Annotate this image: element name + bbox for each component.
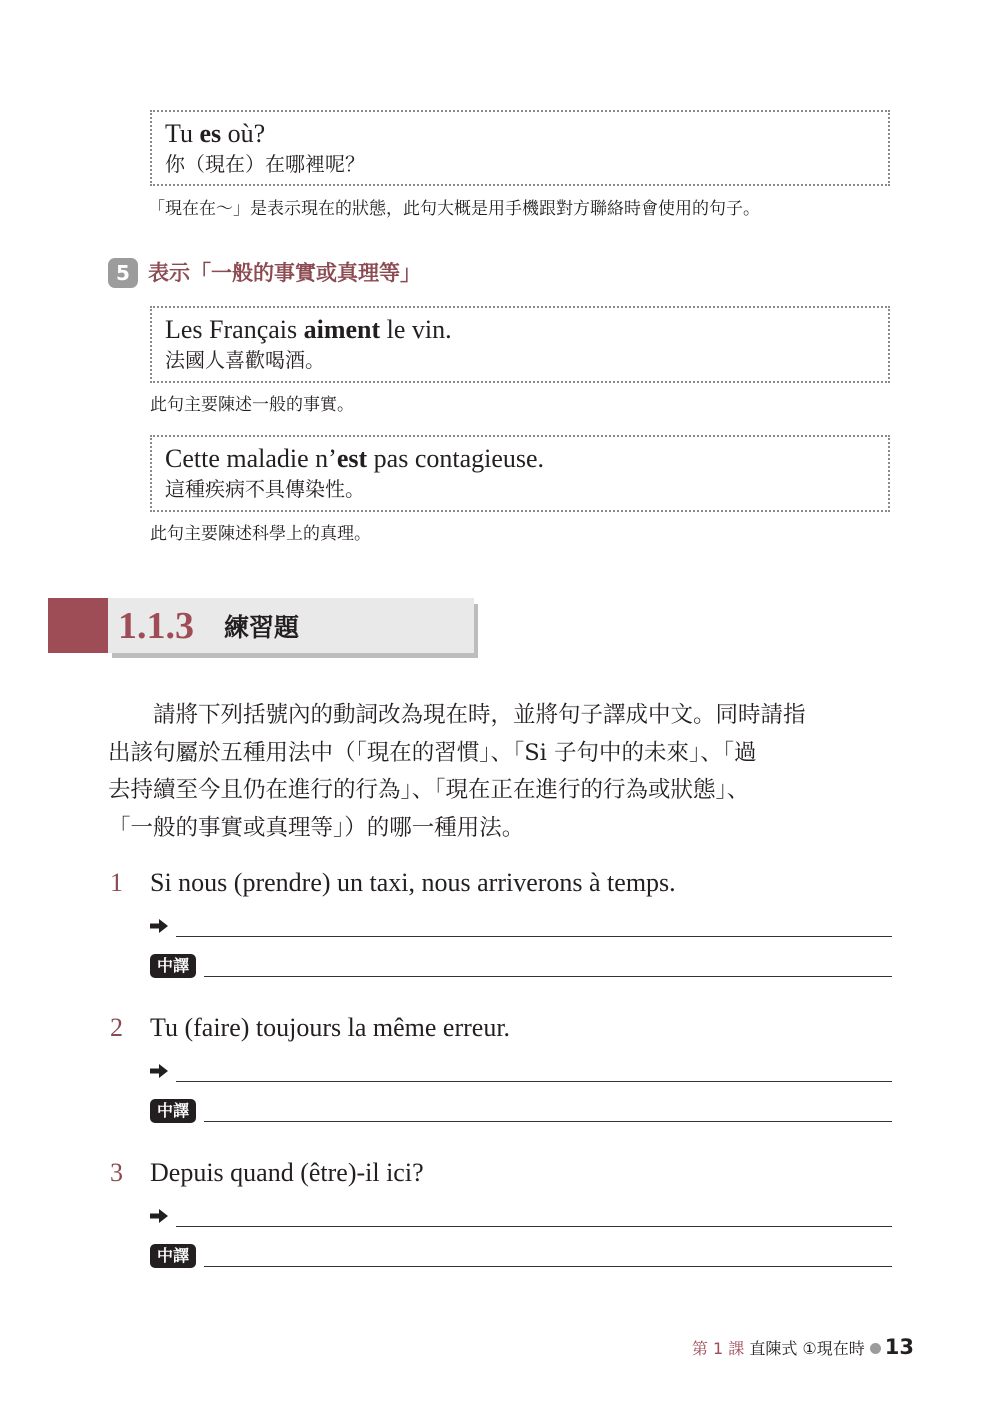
page-footer: [692, 1334, 914, 1362]
translation-line[interactable]: [204, 976, 892, 977]
example-box-3: [150, 435, 890, 512]
translation-badge: 中譯: [150, 1244, 196, 1268]
example-french: Les Français aiment le vin.: [165, 315, 452, 344]
example-note-1: 「現在在～」是表示現在的狀態，此句大概是用手機跟對方聯絡時會使用的句子。: [148, 199, 760, 219]
answer-line[interactable]: [176, 936, 892, 937]
answer-line[interactable]: [176, 1226, 892, 1227]
translation-badge: 中譯: [150, 954, 196, 978]
instructions-line: 請將下列括號內的動詞改為現在時，並將句子譯成中文。同時請指: [108, 702, 806, 728]
section-heading-number: 1.1.3: [118, 605, 194, 647]
heading-accent-band: [48, 598, 108, 653]
footer-chapter: 直陳式 ①現在時: [744, 1339, 865, 1358]
section-number-badge: 5: [108, 258, 138, 288]
footer-dot-icon: [870, 1343, 881, 1354]
example-note-3: 此句主要陳述科學上的真理。: [150, 524, 371, 544]
footer-lesson: 第 1 課: [691, 1339, 745, 1358]
section-title: 表示「一般的事實或真理等」: [148, 261, 421, 285]
instructions-line: 「一般的事實或真理等」）的哪一種用法。: [108, 814, 525, 841]
example-french: Cette maladie n’est pas contagieuse.: [165, 444, 545, 473]
question-text: Depuis quand (être)-il ici?: [150, 1158, 424, 1187]
example-chinese: 法國人喜歡喝酒。: [165, 348, 325, 372]
section-heading-title: 練習題: [224, 613, 300, 642]
example-french: Tu es où?: [165, 119, 266, 148]
page-number: 13: [884, 1335, 914, 1359]
translation-line[interactable]: [204, 1266, 892, 1267]
arrow-right-icon: [150, 919, 168, 933]
question-number: 2: [110, 1013, 123, 1042]
instructions-paragraph: [108, 697, 892, 847]
example-note-2: 此句主要陳述一般的事實。: [150, 395, 354, 415]
example-box-2: [150, 306, 890, 383]
example-chinese: 這種疾病不具傳染性。: [165, 477, 365, 501]
question-text: Si nous (prendre) un taxi, nous arriverons à temps.: [150, 868, 676, 897]
question-text: Tu (faire) toujours la même erreur.: [150, 1013, 511, 1042]
translation-line[interactable]: [204, 1121, 892, 1122]
question-number: 1: [110, 868, 123, 897]
example-chinese: 你（現在）在哪裡呢？: [165, 152, 365, 176]
translation-badge: 中譯: [150, 1099, 196, 1123]
arrow-right-icon: [150, 1064, 168, 1078]
question-number: 3: [110, 1158, 123, 1187]
instructions-line: 出該句屬於五種用法中（「現在的習慣」、「Si 子句中的未來」、「過: [108, 739, 757, 766]
answer-line[interactable]: [176, 1081, 892, 1082]
instructions-line: 去持續至今且仍在進行的行為」、「現在正在進行的行為或狀態」、: [108, 777, 750, 803]
arrow-right-icon: [150, 1209, 168, 1223]
example-box-1: [150, 110, 890, 186]
